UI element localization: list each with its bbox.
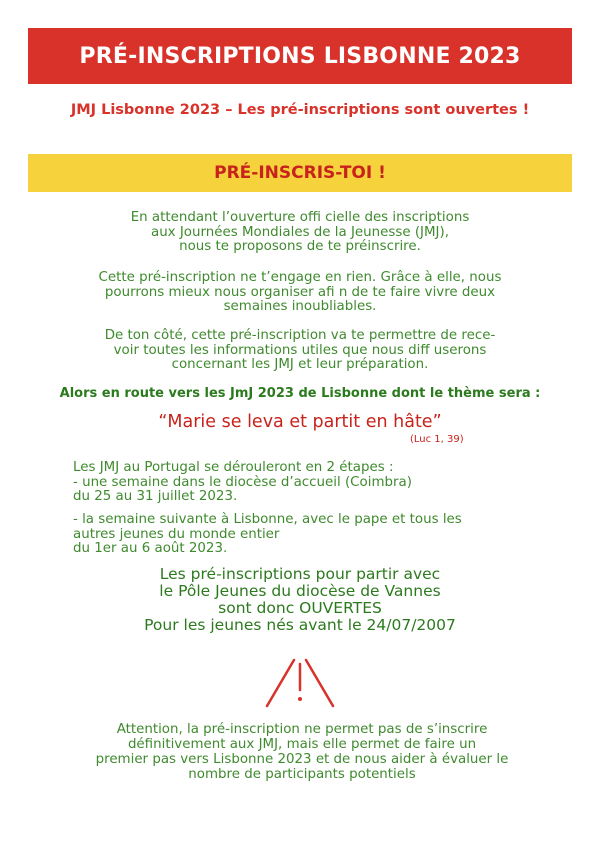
schedule-line: Les JMJ au Portugal se dérouleront en 2 étapes : [73,460,394,475]
section-band [28,154,572,192]
theme-reference: (Luc 1, 39) [410,434,464,445]
intro-line: Cette pré-inscription ne t’engage en rien. Grâce à elle, nous [98,270,502,285]
warning-text [52,722,552,782]
intro-line: En attendant l’ouverture offi cielle des inscriptions [130,210,470,225]
schedule-line: - une semaine dans le diocèse d’accueil (Coimbra) [73,474,412,490]
section-band-label: PRÉ-INSCRIS-TOI ! [214,163,386,183]
intro-paragraph-3 [50,329,550,373]
schedule-line: du 25 au 31 juillet 2023. [73,489,238,504]
announcement [28,566,572,634]
warning-line: premier pas vers Lisbonne 2023 et de nous aider à évaluer le [95,752,509,767]
warning-triangle-icon [263,654,337,710]
intro-line: nous te proposons de te préinscrire. [179,239,421,254]
schedule-line: autres jeunes du monde entier [73,526,280,542]
theme-lead: Alors en route vers les JmJ 2023 de Lisbonne dont le thème sera : [59,386,541,401]
intro-paragraph-2 [50,271,550,315]
intro-line: aux Journées Mondiales de la Jeunesse (JMJ), [150,224,449,240]
warning-line: définitivement aux JMJ, mais elle permet de faire un [127,737,477,752]
schedule-part-2 [73,513,553,557]
page-title: PRÉ-INSCRIPTIONS LISBONNE 2023 [79,43,521,69]
announcement-line: le Pôle Jeunes du diocèse de Vannes [159,582,441,600]
theme-quote: “Marie se leva et partit en hâte” [158,412,442,432]
intro-paragraph-1 [50,211,550,255]
announcement-line: Pour les jeunes nés avant le 24/07/2007 [144,616,456,634]
intro-line: pourrons mieux nous organiser afi n de te faire vivre deux [104,284,496,300]
intro-line: concernant les JMJ et leur préparation. [171,357,429,372]
subtitle: JMJ Lisbonne 2023 – Les pré-inscriptions sont ouvertes ! [70,102,530,118]
warning-line: nombre de participants potentiels [188,767,416,782]
schedule-part-1 [73,461,553,505]
intro-line: De ton côté, cette pré-inscription va te permettre de rece- [104,328,496,343]
intro-line: voir toutes les informations utiles que nous diff userons [113,342,487,358]
schedule-line: du 1er au 6 août 2023. [73,541,228,556]
schedule-line: - la semaine suivante à Lisbonne, avec le pape et tous les [73,512,462,527]
intro-line: semaines inoubliables. [223,299,377,314]
announcement-line: sont donc OUVERTES [218,599,382,617]
announcement-line: Les pré-inscriptions pour partir avec [159,565,441,583]
page-title-banner [28,28,572,84]
warning-line: Attention, la pré-inscription ne permet pas de s’inscrire [116,722,488,737]
